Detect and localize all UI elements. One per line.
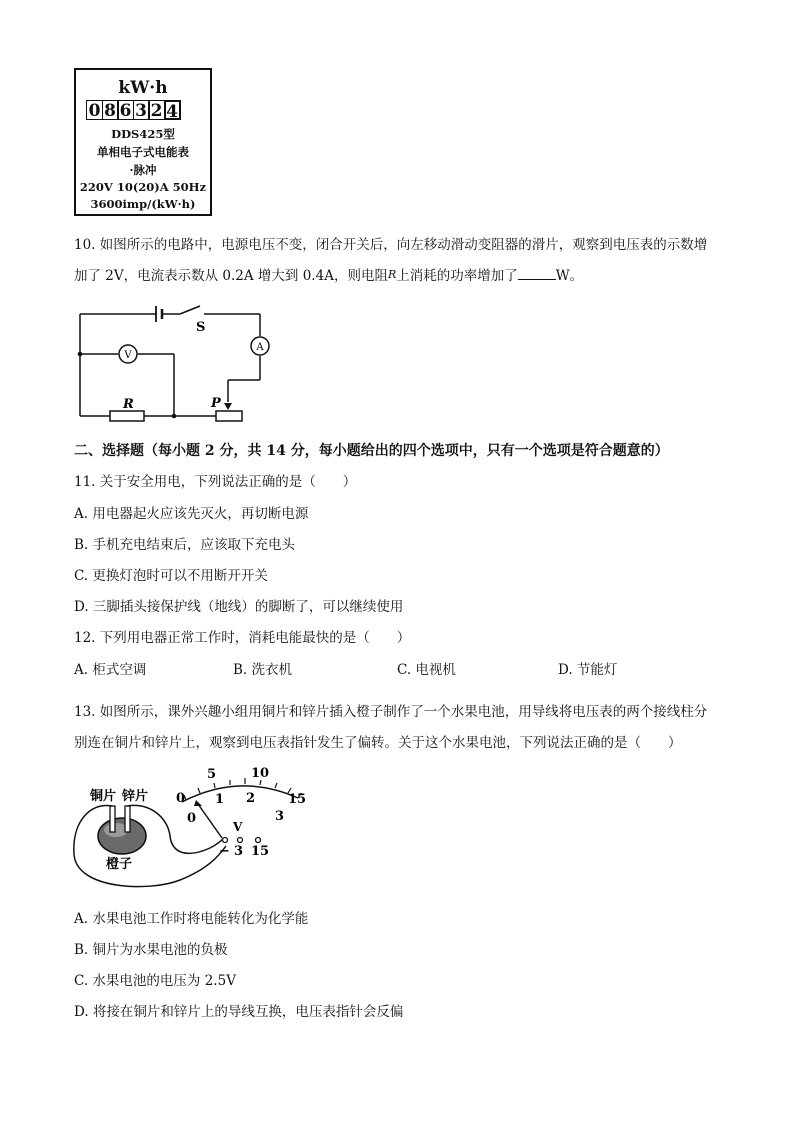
terminal-label-3: 3 xyxy=(234,844,244,859)
slider-label: P xyxy=(211,396,221,411)
q11-option-a: A. 用电器起火应该先灭火，再切断电源 xyxy=(74,506,309,522)
wire-copper xyxy=(74,805,226,886)
meter-model: DDS425型 xyxy=(111,127,175,141)
meter-digit-decimal: 4 xyxy=(164,100,181,120)
scale-bottom-3: 3 xyxy=(275,809,285,824)
terminal-label-15: 15 xyxy=(251,844,270,859)
voltmeter-label: V xyxy=(124,350,132,361)
q10-text-b: 上消耗的功率增加了 xyxy=(396,268,518,284)
q12-stem: 12. 下列用电器正常工作时，消耗电能最快的是（ ） xyxy=(74,630,411,646)
q11-stem: 11. 关于安全用电，下列说法正确的是（ ） xyxy=(74,474,357,490)
q13-fruit-battery-figure xyxy=(70,762,320,894)
terminal-15 xyxy=(256,838,261,843)
scale-top-15: 15 xyxy=(288,792,307,807)
section2-heading: 二、选择题（每小题 2 分，共 14 分，每小题给出的四个选项中，只有一个选项是符合题意的） xyxy=(74,443,669,459)
copper-strip xyxy=(110,806,115,832)
q11-option-c: C. 更换灯泡时可以不用断开开关 xyxy=(74,568,268,584)
q13-option-d: D. 将接在铜片和锌片上的导线互换，电压表指针会反偏 xyxy=(74,1004,404,1020)
q10-text-c: W。 xyxy=(555,268,584,284)
q13-option-a: A. 水果电池工作时将电能转化为化学能 xyxy=(74,911,309,927)
meter-digit: 3 xyxy=(133,100,150,120)
scale-top-0: 0 xyxy=(176,791,186,806)
q12-option-c: C. 电视机 xyxy=(397,662,456,678)
q10-stem-line2 xyxy=(74,266,583,285)
meter-imp: 3600imp/(kW·h) xyxy=(90,197,196,211)
q10-answer-blank xyxy=(518,266,556,280)
meter-unit: kW·h xyxy=(118,78,168,98)
meter-rating: 220V 10(20)A 50Hz xyxy=(79,180,207,194)
resistor-label: R xyxy=(123,397,134,412)
meter-digit: 8 xyxy=(102,100,119,120)
meter-pulse: ·脉冲 xyxy=(129,163,157,177)
q12-option-b: B. 洗衣机 xyxy=(233,662,293,678)
scale-bottom-0: 0 xyxy=(187,811,197,826)
voltmeter-needle xyxy=(198,804,222,838)
voltmeter-scale-arc xyxy=(182,786,298,802)
switch-label: S xyxy=(196,320,206,335)
zinc-strip xyxy=(125,806,130,832)
voltmeter-symbol: V xyxy=(233,820,243,834)
copper-label: 铜片 xyxy=(90,789,117,804)
terminal-3 xyxy=(238,838,243,843)
energy-meter-panel xyxy=(74,68,212,216)
scale-bottom-1: 1 xyxy=(215,792,225,807)
orange-label: 橙子 xyxy=(106,857,133,872)
scale-bottom-2: 2 xyxy=(246,791,256,806)
q11-option-d: D. 三脚插头接保护线（地线）的脚断了，可以继续使用 xyxy=(74,599,404,615)
terminal-label-negative: − xyxy=(219,844,230,859)
junction-dot xyxy=(172,414,177,419)
zinc-label: 锌片 xyxy=(122,789,149,804)
q10-text-a: 加了 2V，电流表示数从 0.2A 增大到 0.4A，则电阻 xyxy=(74,268,388,284)
junction-dot xyxy=(78,352,83,357)
q12-option-a: A. 柜式空调 xyxy=(74,662,147,678)
q13-option-b: B. 铜片为水果电池的负极 xyxy=(74,942,228,958)
q10-stem-line1: 10. 如图所示的电路中，电源电压不变，闭合开关后，向左移动滑动变阻器的滑片，观察到电压表的示数增 xyxy=(74,237,708,253)
q13-stem-line1: 13. 如图所示，课外兴趣小组用铜片和锌片插入橙子制作了一个水果电池，用导线将电压表的两个接线柱分 xyxy=(74,704,708,720)
q12-option-d: D. 节能灯 xyxy=(558,662,618,678)
q10-var-r: R xyxy=(387,268,397,281)
scale-top-10: 10 xyxy=(251,766,270,781)
meter-digit: 2 xyxy=(148,100,165,120)
q11-option-b: B. 手机充电结束后，应该取下充电头 xyxy=(74,537,296,553)
terminal-negative xyxy=(223,838,228,843)
ammeter-label: A xyxy=(256,342,264,353)
scale-top-5: 5 xyxy=(207,767,217,782)
q13-stem-line2: 别连在铜片和锌片上，观察到电压表指针发生了偏转。关于这个水果电池，下列说法正确的是（ ） xyxy=(74,735,682,751)
meter-type: 单相电子式电能表 xyxy=(97,145,189,159)
q10-circuit-diagram xyxy=(70,300,280,428)
meter-digits xyxy=(86,100,179,120)
meter-digit: 6 xyxy=(117,100,134,120)
q13-option-c: C. 水果电池的电压为 2.5V xyxy=(74,973,236,989)
meter-digit: 0 xyxy=(86,100,103,120)
